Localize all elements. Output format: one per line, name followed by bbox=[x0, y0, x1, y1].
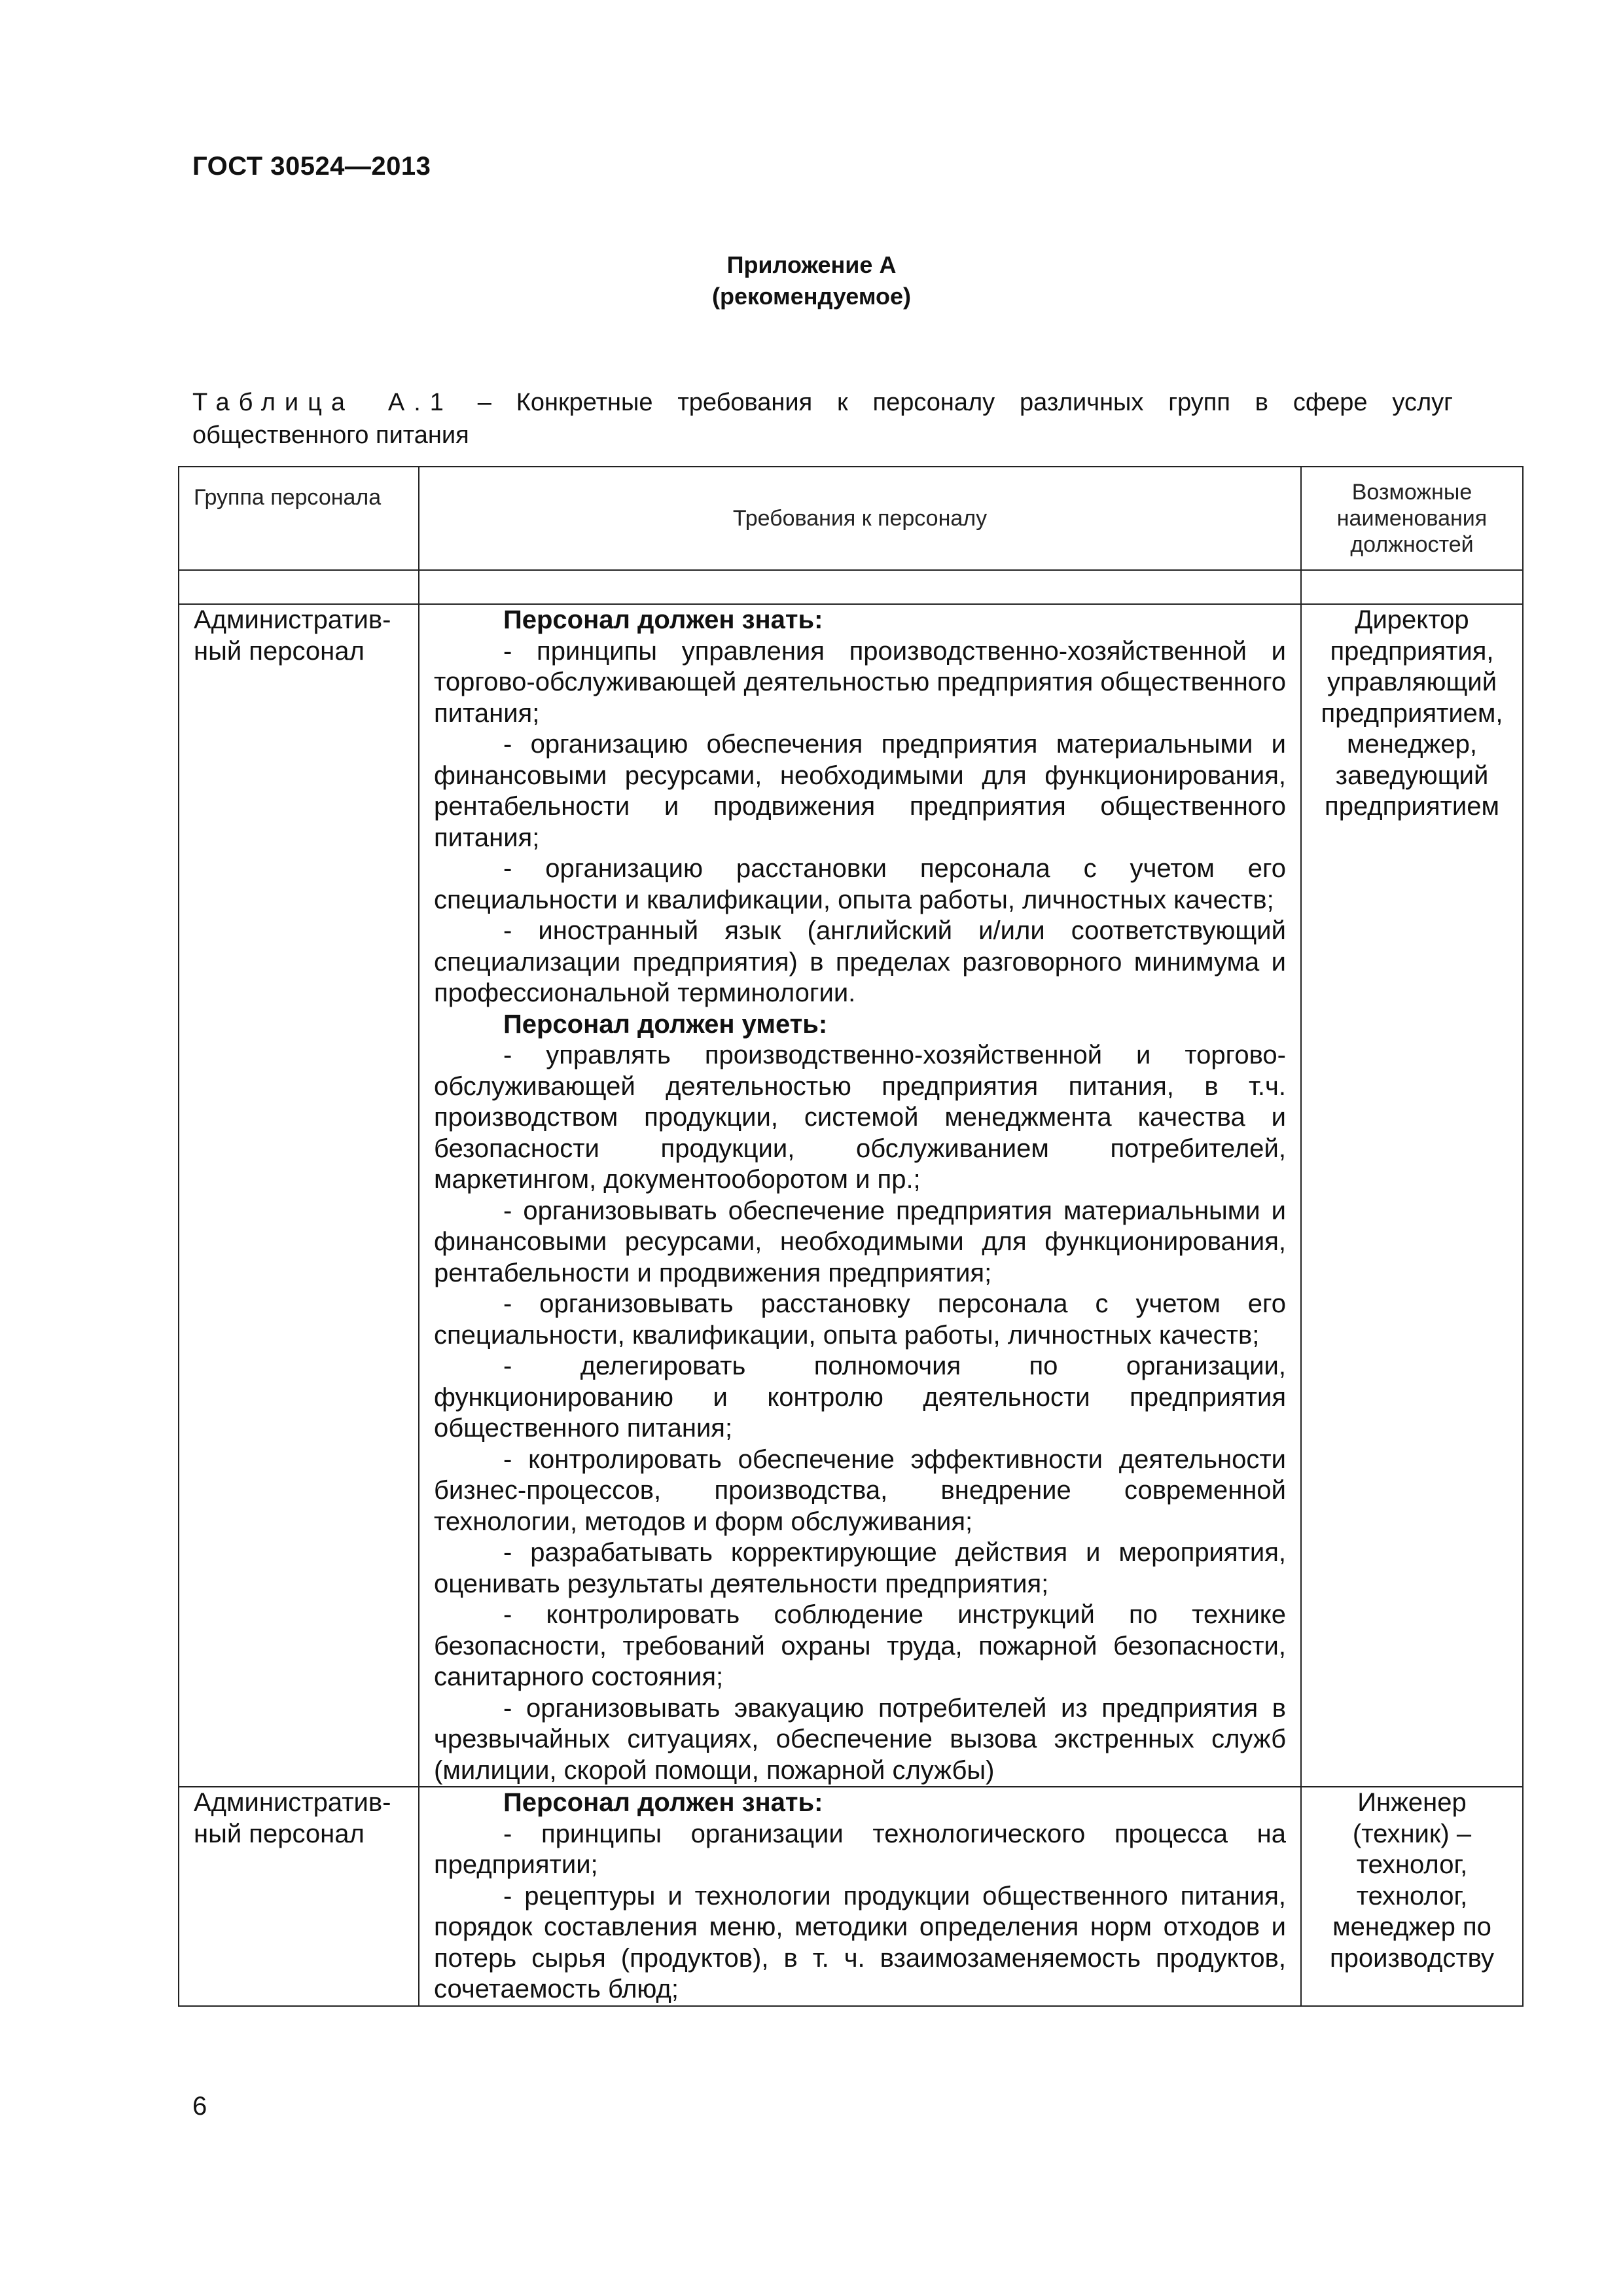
table-caption-text: – Конкретные требования к персоналу различных групп в сфере услуг bbox=[477, 389, 1453, 416]
table-caption-continuation: общественного питания bbox=[192, 422, 469, 449]
annex-status: (рекомендуемое) bbox=[712, 283, 911, 310]
requirement-item: - организовывать обеспечение предприятия материальными и финансовыми ресурсами, необходимыми для функционирования, рентабельности и продвижения предприятия; bbox=[434, 1196, 1286, 1287]
spacer-cell bbox=[179, 570, 419, 604]
positions-cell: Инженер (техник) – технолог, технолог, менеджер по производству bbox=[1301, 1787, 1523, 2006]
requirement-item: - разрабатывать корректирующие действия и мероприятия, оценивать результаты деятельности предприятия; bbox=[434, 1538, 1286, 1598]
spacer-cell bbox=[419, 570, 1301, 604]
table-header-row bbox=[179, 467, 1523, 570]
group-cell: Административ-ный персонал bbox=[179, 604, 419, 1787]
annex-title: Приложение А bbox=[726, 251, 897, 278]
requirement-item: - контролировать соблюдение инструкций по технике безопасности, требований охраны труда, пожарной безопасности, санитарного состояния; bbox=[434, 1600, 1286, 1691]
table-caption-label: Таблица А.1 bbox=[192, 389, 453, 416]
header-requirements: Требования к персоналу bbox=[419, 467, 1301, 570]
table-row bbox=[179, 1787, 1523, 2006]
requirement-item: - организовывать расстановку персонала с учетом его специальности, квалификации, опыта работы, личностных качеств; bbox=[434, 1289, 1286, 1350]
section-heading: Персонал должен уметь: bbox=[503, 1009, 828, 1039]
page-number: 6 bbox=[192, 2092, 207, 2121]
requirement-item: - рецептуры и технологии продукции общественного питания, порядок составления меню, методики определения норм отходов и потерь сырья (продуктов), в т. ч. взаимозаменяемость продуктов, сочетаемость блюд; bbox=[434, 1881, 1286, 2003]
requirements-cell bbox=[419, 604, 1301, 1787]
table-row bbox=[179, 604, 1523, 1787]
table-caption bbox=[192, 386, 1453, 419]
header-group: Группа персонала bbox=[179, 467, 419, 570]
requirement-item: - принципы организации технологического процесса на предприятии; bbox=[434, 1819, 1286, 1879]
requirement-item: - управлять производственно-хозяйственной и торгово-обслуживающей деятельностью предприятия питания, в т.ч. производством продукции, системой менеджмента качества и безопасности продукции, обслуживанием потребителей, маркетингом, документооборотом и пр.; bbox=[434, 1041, 1286, 1194]
document-standard-number: ГОСТ 30524—2013 bbox=[192, 152, 431, 181]
section-heading: Персонал должен знать: bbox=[503, 605, 823, 634]
positions-cell: Директор предприятия, управляющий предприятием, менеджер, заведующий предприятием bbox=[1301, 604, 1523, 1787]
requirement-item: - организацию расстановки персонала с учетом его специальности и квалификации, опыта работы, личностных качеств; bbox=[434, 854, 1286, 914]
requirements-table bbox=[178, 466, 1524, 2007]
requirements-cell bbox=[419, 1787, 1301, 2006]
requirement-item: - иностранный язык (английский и/или соответствующий специализации предприятия) в пределах разговорного минимума и профессиональной терминологии. bbox=[434, 916, 1286, 1007]
requirement-item: - принципы управления производственно-хозяйственной и торгово-обслуживающей деятельностью предприятия общественного питания; bbox=[434, 636, 1286, 728]
section-heading: Персонал должен знать: bbox=[503, 1788, 823, 1817]
group-cell: Административ-ный персонал bbox=[179, 1787, 419, 2006]
spacer-cell bbox=[1301, 570, 1523, 604]
requirement-item: - контролировать обеспечение эффективности деятельности бизнес-процессов, производства, внедрение современной технологии, методов и форм обслуживания; bbox=[434, 1444, 1286, 1536]
requirement-item: - делегировать полномочия по организации, функционированию и контролю деятельности предприятия общественного питания; bbox=[434, 1352, 1286, 1443]
requirement-item: - организовывать эвакуацию потребителей из предприятия в чрезвычайных ситуациях, обеспечение вызова экстренных служб (милиции, скорой помощи, пожарной службы) bbox=[434, 1693, 1286, 1785]
header-positions: Возможные наименования должностей bbox=[1301, 467, 1523, 570]
requirement-item: - организацию обеспечения предприятия материальными и финансовыми ресурсами, необходимыми для функционирования, рентабельности и продвижения предприятия общественного питания; bbox=[434, 730, 1286, 852]
table-spacer-row bbox=[179, 570, 1523, 604]
